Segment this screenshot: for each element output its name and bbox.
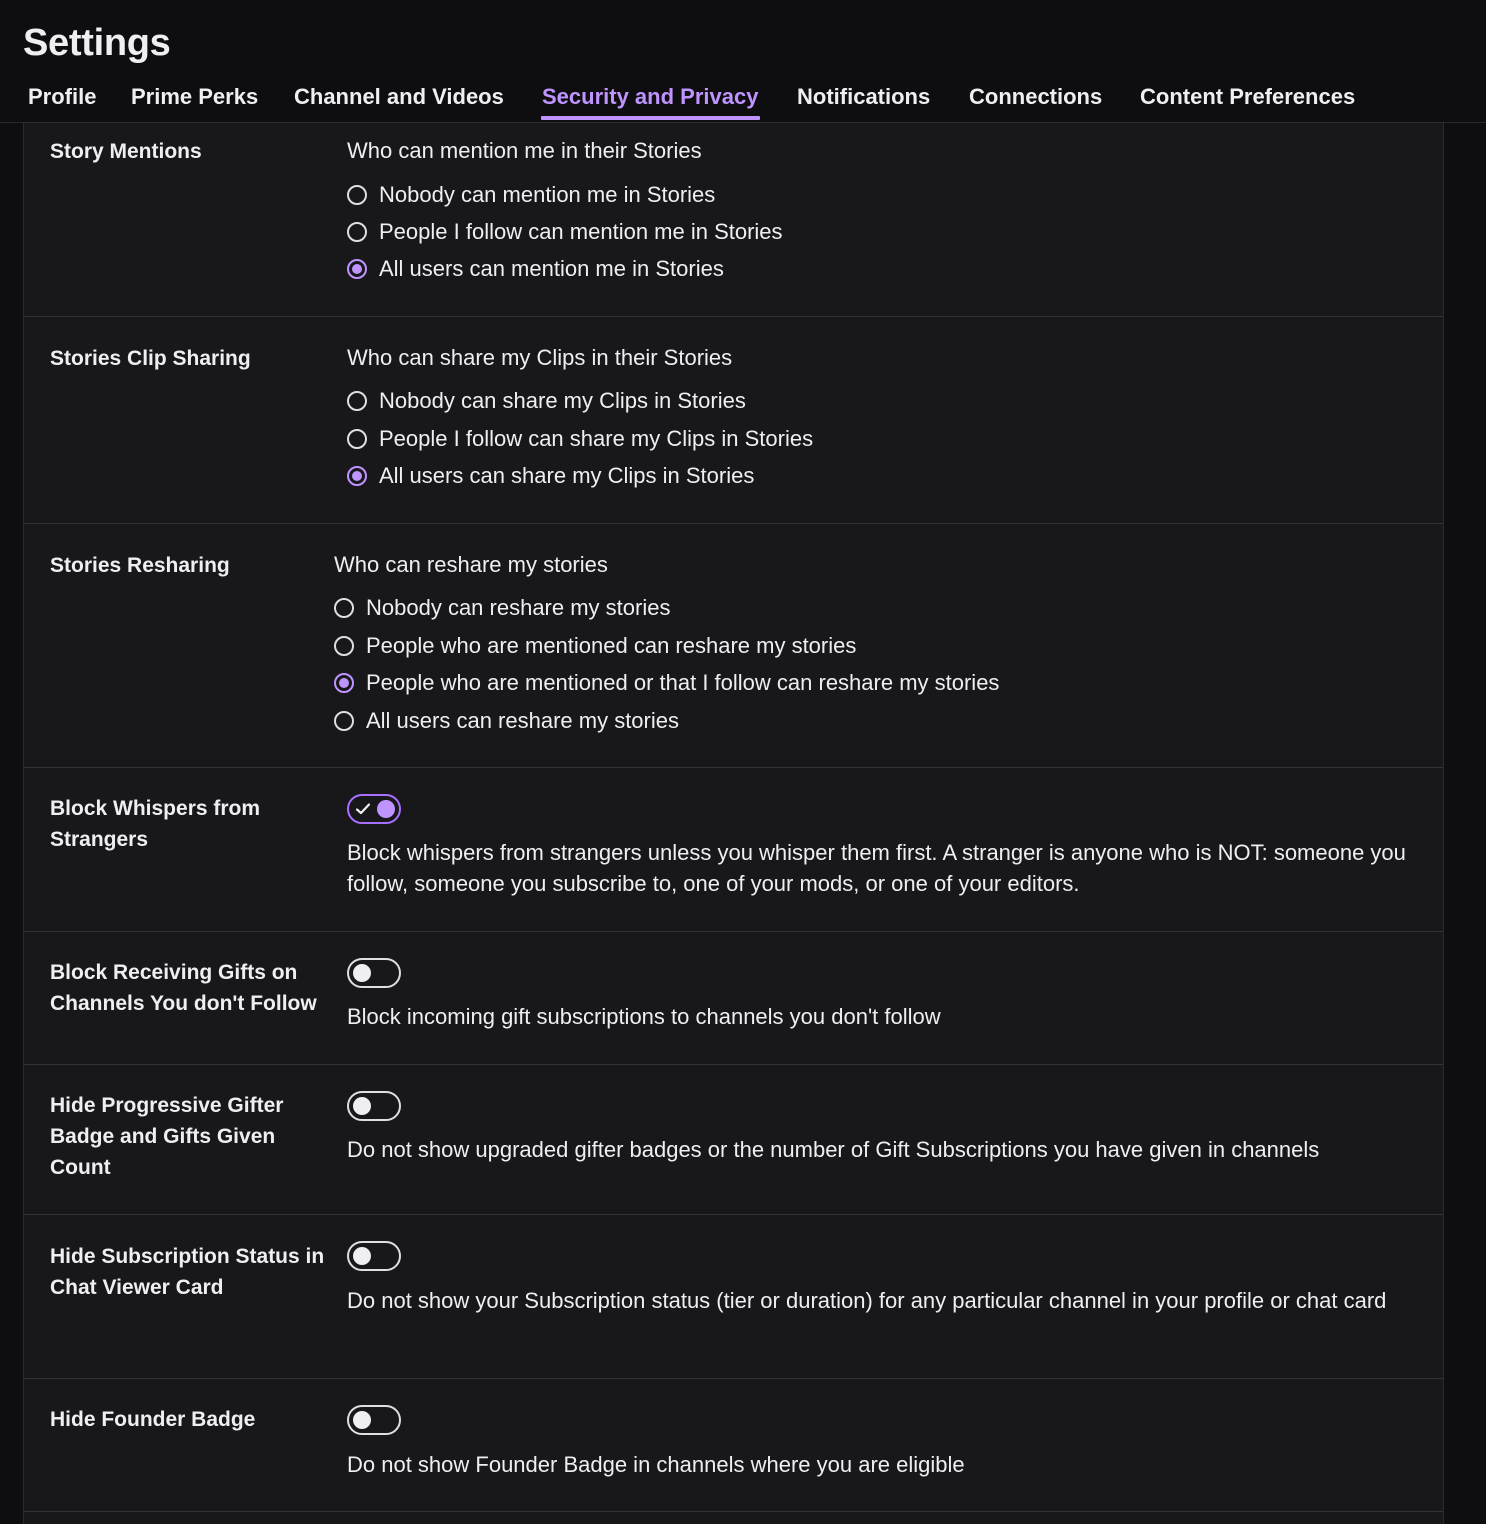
radio-option-story-mentions-all[interactable] — [347, 254, 724, 284]
tab-profile[interactable]: Profile — [28, 84, 97, 109]
hide-subscription-status-toggle[interactable] — [347, 1241, 401, 1271]
toggle-knob — [353, 1097, 371, 1115]
radio-button[interactable] — [347, 429, 367, 449]
radio-option-resharing-mentioned-or-following[interactable] — [334, 668, 999, 698]
radio-option-label: All users can share my Clips in Stories — [379, 463, 755, 488]
radio-option-label: All users can reshare my stories — [366, 708, 679, 733]
radio-option-story-mentions-nobody[interactable] — [347, 180, 715, 210]
section-description: Block incoming gift subscriptions to channels you don't follow — [347, 1004, 941, 1029]
radio-option-label: People who are mentioned can reshare my stories — [366, 633, 857, 658]
radio-button-selected[interactable] — [334, 673, 354, 693]
tab-content-preferences[interactable]: Content Preferences — [1140, 84, 1356, 109]
section-label: Stories Clip Sharing — [50, 347, 251, 370]
section-question: Who can share my Clips in their Stories — [347, 345, 733, 370]
radio-option-resharing-nobody[interactable] — [334, 593, 670, 623]
tab-connections[interactable]: Connections — [969, 84, 1103, 109]
checkmark-icon — [354, 800, 372, 818]
section-label: Hide Founder Badge — [50, 1408, 256, 1431]
block-whispers-toggle[interactable] — [347, 794, 401, 824]
toggle-knob — [377, 800, 395, 818]
section-stories-clip-sharing — [24, 317, 1443, 524]
radio-button[interactable] — [347, 222, 367, 242]
settings-tabs — [0, 80, 1486, 123]
radio-option-label: Nobody can mention me in Stories — [379, 182, 716, 207]
section-description: Do not show your Subscription status (tier or duration) for any particular channel in your profile or chat card — [347, 1288, 1387, 1313]
section-hide-subscription-status — [24, 1215, 1443, 1379]
section-question: Who can mention me in their Stories — [347, 138, 702, 163]
tab-channel-and-videos[interactable]: Channel and Videos — [294, 84, 504, 109]
section-label: Hide Progressive Gifter Badge and Gifts Given Count — [50, 1094, 284, 1179]
section-label: Stories Resharing — [50, 554, 230, 577]
radio-button-selected[interactable] — [347, 466, 367, 486]
section-stories-resharing — [24, 524, 1443, 768]
radio-button-selected[interactable] — [347, 259, 367, 279]
tab-prime-perks[interactable]: Prime Perks — [131, 84, 259, 109]
section-description: Block whispers from strangers unless you whisper them first. A stranger is anyone who is NOT: someone you follow, someone you subscribe to, one of your mods, or one of your editors. — [347, 840, 1406, 896]
section-question: Who can reshare my stories — [334, 552, 608, 577]
tab-security-and-privacy[interactable]: Security and Privacy — [542, 80, 758, 120]
block-gifts-toggle[interactable] — [347, 958, 401, 988]
section-description: Do not show Founder Badge in channels where you are eligible — [347, 1452, 965, 1477]
settings-panel — [23, 123, 1444, 1524]
radio-button[interactable] — [347, 185, 367, 205]
radio-option-clip-sharing-nobody[interactable] — [347, 386, 746, 416]
radio-option-story-mentions-following[interactable] — [347, 217, 783, 247]
toggle-knob — [353, 964, 371, 982]
section-block-gifts — [24, 932, 1443, 1065]
radio-option-label: Nobody can reshare my stories — [366, 595, 671, 620]
section-label: Hide Subscription Status in Chat Viewer Card — [50, 1245, 325, 1299]
radio-option-label: All users can mention me in Stories — [379, 256, 724, 281]
section-description: Do not show upgraded gifter badges or the number of Gift Subscriptions you have given in channels — [347, 1137, 1320, 1162]
radio-option-label: People who are mentioned or that I follow can reshare my stories — [366, 670, 1000, 695]
section-hide-gifter-badge — [24, 1065, 1443, 1215]
section-label: Block Whispers from Strangers — [50, 797, 261, 851]
toggle-knob — [353, 1411, 371, 1429]
radio-button[interactable] — [334, 598, 354, 618]
page-title: Settings — [23, 22, 171, 64]
radio-option-label: Nobody can share my Clips in Stories — [379, 388, 746, 413]
section-story-mentions — [24, 123, 1443, 317]
radio-option-label: People I follow can share my Clips in Stories — [379, 426, 814, 451]
radio-option-clip-sharing-following[interactable] — [347, 424, 813, 454]
radio-option-label: People I follow can mention me in Stories — [379, 219, 783, 244]
radio-button[interactable] — [334, 636, 354, 656]
section-hide-founder-badge — [24, 1379, 1443, 1512]
section-label: Story Mentions — [50, 140, 202, 163]
hide-gifter-badge-toggle[interactable] — [347, 1091, 401, 1121]
section-block-whispers — [24, 768, 1443, 932]
toggle-knob — [353, 1247, 371, 1265]
radio-option-resharing-all[interactable] — [334, 706, 679, 736]
radio-option-resharing-mentioned[interactable] — [334, 631, 856, 661]
hide-founder-badge-toggle[interactable] — [347, 1405, 401, 1435]
section-label: Block Receiving Gifts on Channels You don't Follow — [50, 961, 317, 1015]
tab-notifications[interactable]: Notifications — [797, 84, 931, 109]
radio-option-clip-sharing-all[interactable] — [347, 461, 754, 491]
radio-button[interactable] — [347, 391, 367, 411]
radio-button[interactable] — [334, 711, 354, 731]
